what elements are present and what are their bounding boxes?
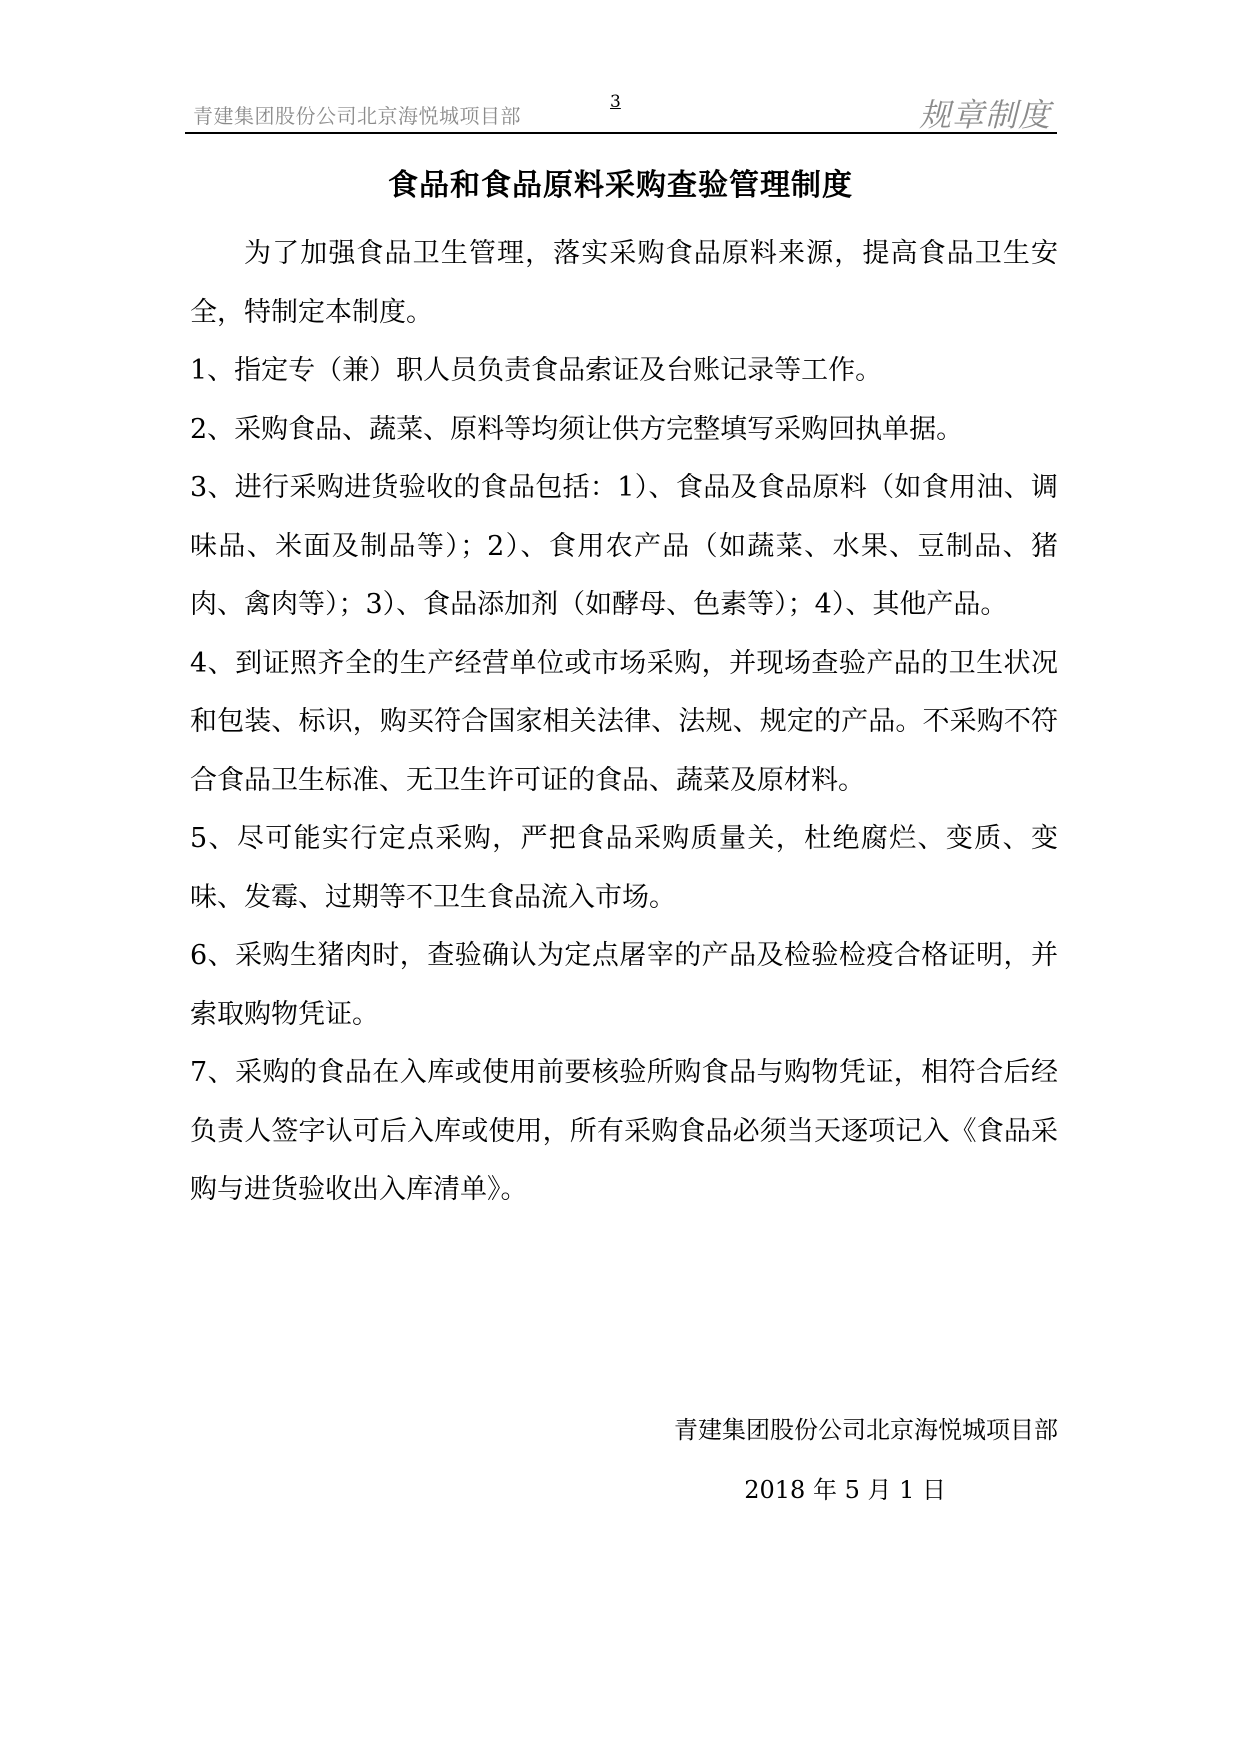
rule-item-5: 5、尽可能实行定点采购，严把食品采购质量关，杜绝腐烂、变质、变味、发霉、过期等不卫生食品流入市场。 xyxy=(190,823,1058,913)
rule-item-1: 1、指定专（兼）职人员负责食品索证及台账记录等工作。 xyxy=(190,355,883,386)
document-title: 食品和食品原料采购查验管理制度 xyxy=(388,168,853,203)
rule-item-2: 2、采购食品、蔬菜、原料等均须让供方完整填写采购回执单据。 xyxy=(190,413,964,445)
rule-item-4: 4、到证照齐全的生产经营单位或市场采购，并现场查验产品的卫生状况和包装、标识，购买符合国家相关法律、法规、规定的产品。不采购不符合食品卫生标准、无卫生许可证的食品、蔬菜及原材料。 xyxy=(190,647,1058,796)
header-category: 规章制度 xyxy=(918,96,1051,134)
header-organization: 青建集团股份公司北京海悦城项目部 xyxy=(193,104,521,128)
page-number: 3 xyxy=(610,92,621,112)
page-header xyxy=(185,80,1057,134)
intro-paragraph: 为了加强食品卫生管理，落实采购食品原料来源，提高食品卫生安全，特制定本制度。 xyxy=(190,238,1058,328)
rule-item-7: 7、采购的食品在入库或使用前要核验所购食品与购物凭证，相符合后经负责人签字认可后入库或使用，所有采购食品必须当天逐项记入《食品采购与进货验收出入库清单》。 xyxy=(190,1057,1058,1205)
signature-date: 2018 年 5 月 1 日 xyxy=(744,1476,946,1504)
rule-item-6: 6、采购生猪肉时，查验确认为定点屠宰的产品及检验检疫合格证明，并索取购物凭证。 xyxy=(190,940,1058,1030)
document-body xyxy=(190,225,1058,1220)
rule-item-3: 3、进行采购进货验收的食品包括：1）、食品及食品原料（如食用油、调味品、米面及制品等）；2）、食用农产品（如蔬菜、水果、豆制品、猪肉、禽肉等）；3）、食品添加剂（如酵母、色素等）；4）、其他产品。 xyxy=(190,472,1058,620)
signature-organization: 青建集团股份公司北京海悦城项目部 xyxy=(674,1416,1058,1444)
